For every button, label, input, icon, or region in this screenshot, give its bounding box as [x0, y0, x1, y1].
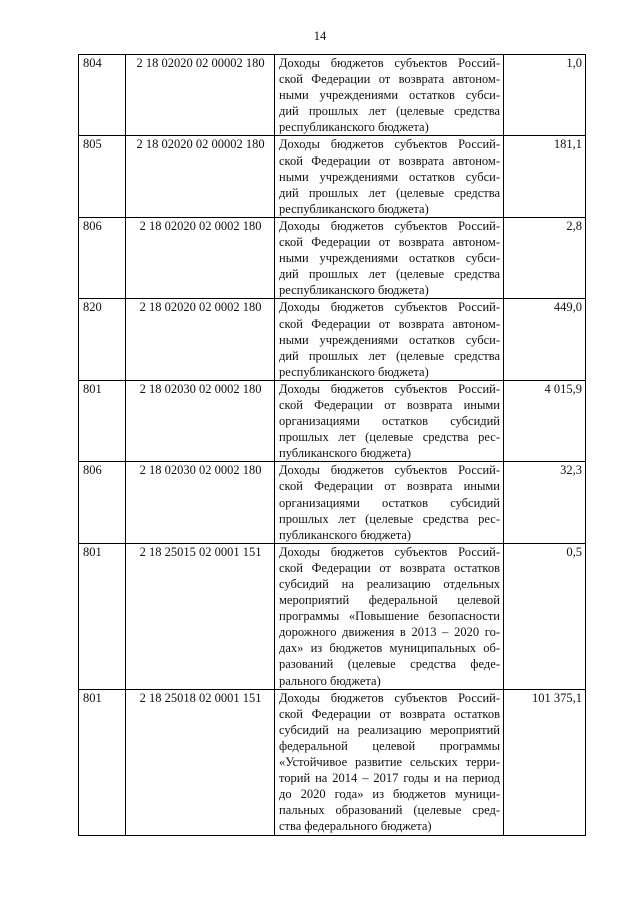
admin-code-cell: 820 — [79, 299, 126, 380]
description-line: ской Федерации от возврата иными — [279, 479, 500, 494]
budget-code-cell: 2 18 02020 02 0002 180 — [126, 299, 275, 380]
description-cell — [275, 689, 504, 835]
description-line: организациями остатков субсидий — [279, 495, 500, 510]
description-line: Доходы бюджетов субъектов Россий- — [279, 544, 500, 559]
description-line: дах» из бюджетов муниципальных об- — [279, 641, 500, 656]
description-line: дий прошлых лет (целевые средства — [279, 348, 500, 363]
page-number: 14 — [313, 29, 327, 43]
budget-code-cell: 2 18 25015 02 0001 151 — [126, 543, 275, 689]
description-line: Доходы бюджетов субъектов Россий- — [279, 690, 500, 705]
description-line: программы «Повышение безопасности — [279, 609, 500, 624]
table-body — [79, 55, 586, 836]
description-line: дий прошлых лет (целевые средства — [279, 267, 500, 282]
description-cell — [275, 543, 504, 689]
budget-code-cell: 2 18 25018 02 0001 151 — [126, 689, 275, 835]
description-line: субсидий на реализацию отдельных — [279, 577, 500, 591]
table-row — [79, 217, 586, 298]
description-line: дорожного движения в 2013 – 2020 го- — [279, 625, 500, 640]
admin-code-cell: 801 — [79, 543, 126, 689]
table-row — [79, 689, 586, 835]
amount-cell: 32,3 — [504, 462, 586, 543]
table-row — [79, 55, 586, 136]
description-line: до 2020 года» из бюджетов муници- — [279, 787, 500, 802]
description-line: республиканского бюджета) — [279, 201, 429, 216]
table-row — [79, 543, 586, 689]
description-line: ской Федерации от возврата автоном- — [279, 316, 500, 331]
description-line: рального бюджета) — [279, 673, 381, 688]
description-cell — [275, 462, 504, 543]
description-line: ства федерального бюджета) — [279, 819, 432, 834]
description-line: ными учреждениями остатков субси- — [279, 251, 500, 266]
description-line: республиканского бюджета) — [279, 120, 429, 135]
description-line: дий прошлых лет (целевые средства — [279, 185, 500, 200]
budget-code-cell: 2 18 02020 02 0002 180 — [126, 217, 275, 298]
description-line: ской Федерации от возврата остатков — [279, 560, 500, 575]
budget-code-cell: 2 18 02020 02 00002 180 — [126, 55, 275, 136]
amount-cell: 449,0 — [504, 299, 586, 380]
description-line: «Устойчивое развитие сельских терри- — [279, 755, 500, 770]
description-line: Доходы бюджетов субъектов Россий- — [279, 381, 500, 396]
budget-code-cell: 2 18 02030 02 0002 180 — [126, 380, 275, 461]
description-line: федеральной целевой программы — [279, 738, 500, 753]
table-row — [79, 380, 586, 461]
description-line: прошлых лет (целевые средства рес- — [279, 511, 500, 526]
description-line: дий прошлых лет (целевые средства — [279, 104, 500, 119]
description-line: ными учреждениями остатков субси- — [279, 169, 500, 184]
admin-code-cell: 801 — [79, 689, 126, 835]
admin-code-cell: 806 — [79, 217, 126, 298]
description-line: ской Федерации от возврата иными — [279, 397, 500, 412]
description-cell — [275, 299, 504, 380]
budget-revenue-table — [78, 54, 586, 836]
amount-cell: 2,8 — [504, 217, 586, 298]
description-line: Доходы бюджетов субъектов Россий- — [279, 137, 500, 152]
description-line: ской Федерации от возврата автоном- — [279, 153, 500, 168]
description-cell — [275, 136, 504, 217]
table-row — [79, 462, 586, 543]
description-line: разований (целевые средства феде- — [279, 657, 500, 672]
amount-cell: 101 375,1 — [504, 689, 586, 835]
description-line: Доходы бюджетов субъектов Россий- — [279, 56, 500, 70]
description-line: прошлых лет (целевые средства рес- — [279, 430, 500, 445]
description-line: ными учреждениями остатков субси- — [279, 332, 500, 347]
description-line: республиканского бюджета) — [279, 283, 429, 298]
amount-cell: 0,5 — [504, 543, 586, 689]
description-line: пальных образований (целевые сред- — [279, 803, 500, 818]
description-line: мероприятий федеральной целевой — [279, 593, 500, 608]
description-cell — [275, 380, 504, 461]
amount-cell: 4 015,9 — [504, 380, 586, 461]
description-line: организациями остатков субсидий — [279, 414, 500, 429]
description-line: торий на 2014 – 2017 годы и на период — [279, 771, 500, 786]
admin-code-cell: 805 — [79, 136, 126, 217]
description-line: публиканского бюджета) — [279, 446, 412, 461]
description-line: ской Федерации от возврата автоном- — [279, 235, 500, 250]
amount-cell: 181,1 — [504, 136, 586, 217]
description-line: субсидий на реализацию мероприятий — [279, 722, 500, 737]
description-cell — [275, 55, 504, 136]
budget-code-cell: 2 18 02030 02 0002 180 — [126, 462, 275, 543]
description-line: республиканского бюджета) — [279, 364, 429, 379]
amount-cell: 1,0 — [504, 55, 586, 136]
description-line: публиканского бюджета) — [279, 527, 412, 542]
description-line: ской Федерации от возврата остатков — [279, 706, 500, 721]
description-line: ными учреждениями остатков субси- — [279, 88, 500, 103]
description-line: Доходы бюджетов субъектов Россий- — [279, 300, 500, 315]
description-line: ской Федерации от возврата автоном- — [279, 72, 500, 87]
admin-code-cell: 804 — [79, 55, 126, 136]
table-row — [79, 136, 586, 217]
description-cell — [275, 217, 504, 298]
description-line: Доходы бюджетов субъектов Россий- — [279, 218, 500, 233]
table-row — [79, 299, 586, 380]
description-line: Доходы бюджетов субъектов Россий- — [279, 463, 500, 478]
budget-code-cell: 2 18 02020 02 00002 180 — [126, 136, 275, 217]
admin-code-cell: 801 — [79, 380, 126, 461]
admin-code-cell: 806 — [79, 462, 126, 543]
